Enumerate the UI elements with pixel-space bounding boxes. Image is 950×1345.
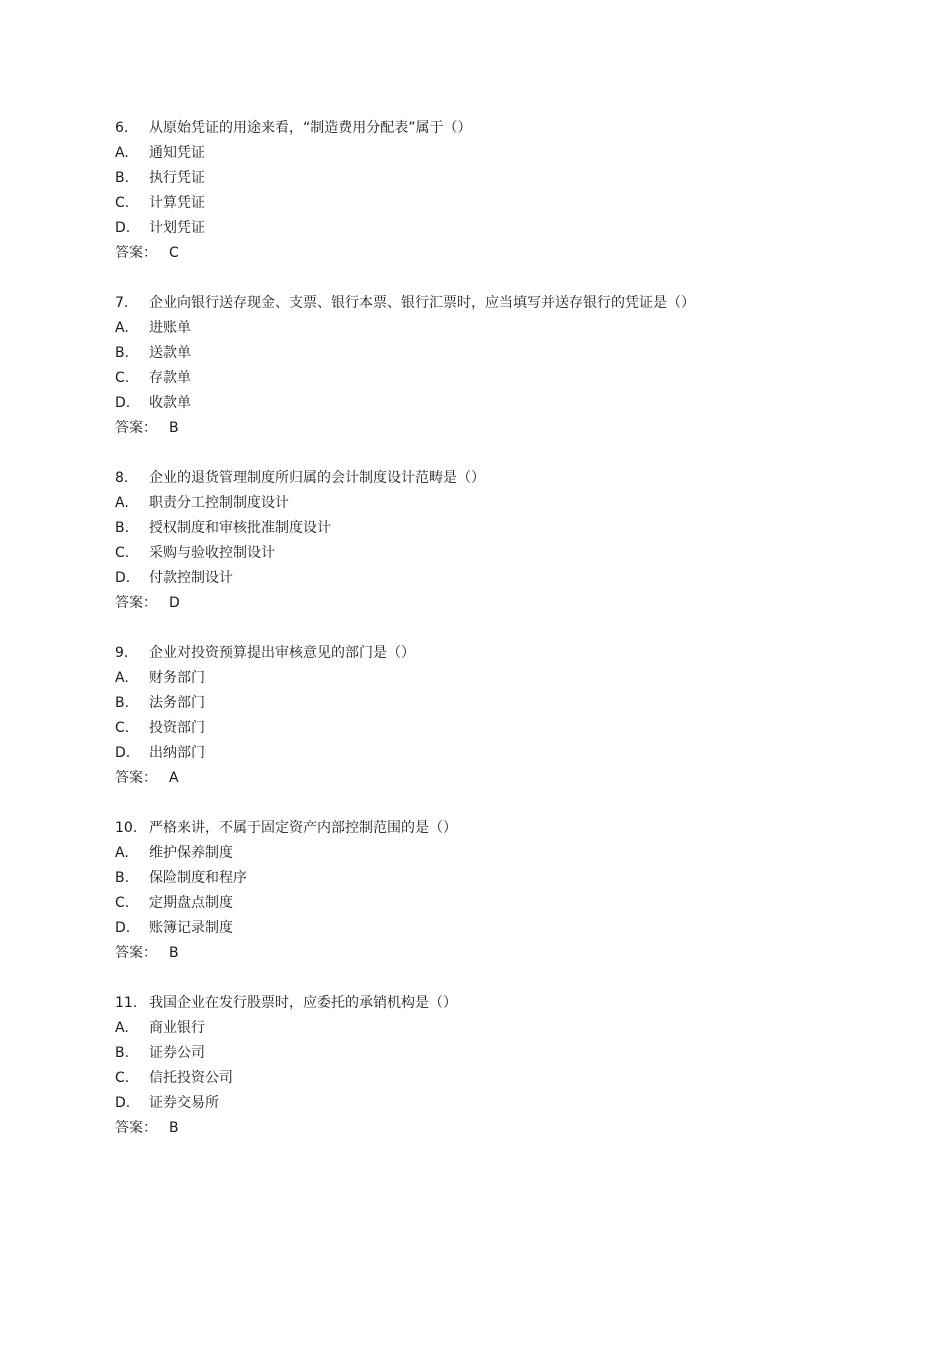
option-letter: C. bbox=[115, 545, 130, 561]
option-a bbox=[115, 666, 895, 691]
option-d bbox=[115, 216, 895, 241]
option-a bbox=[115, 1016, 895, 1041]
option-letter: A. bbox=[115, 145, 129, 161]
option-c bbox=[115, 1066, 895, 1091]
option-letter: B. bbox=[115, 345, 130, 361]
question-10 bbox=[115, 816, 895, 966]
answer-label: 答案： bbox=[115, 420, 157, 436]
option-text: 执行凭证 bbox=[149, 170, 205, 186]
question-text: 企业对投资预算提出审核意见的部门是（） bbox=[149, 645, 415, 661]
option-text: 定期盘点制度 bbox=[149, 895, 233, 911]
question-list bbox=[115, 116, 895, 1166]
answer-label: 答案： bbox=[115, 1120, 157, 1136]
option-text: 法务部门 bbox=[149, 695, 205, 711]
option-letter: D. bbox=[115, 570, 131, 586]
option-b bbox=[115, 341, 895, 366]
answer-line bbox=[115, 766, 895, 791]
option-d bbox=[115, 391, 895, 416]
option-text: 证券交易所 bbox=[149, 1095, 219, 1111]
option-letter: A. bbox=[115, 845, 129, 861]
option-d bbox=[115, 741, 895, 766]
answer-value: B bbox=[169, 945, 179, 961]
option-text: 证券公司 bbox=[149, 1045, 205, 1061]
question-8 bbox=[115, 466, 895, 616]
option-letter: D. bbox=[115, 220, 131, 236]
option-text: 商业银行 bbox=[149, 1020, 205, 1036]
answer-line bbox=[115, 416, 895, 441]
option-letter: D. bbox=[115, 920, 131, 936]
option-d bbox=[115, 916, 895, 941]
option-letter: B. bbox=[115, 870, 130, 886]
option-a bbox=[115, 141, 895, 166]
answer-value: A bbox=[169, 770, 179, 786]
question-text: 严格来讲，不属于固定资产内部控制范围的是（） bbox=[149, 820, 457, 836]
answer-value: C bbox=[169, 245, 179, 261]
option-text: 存款单 bbox=[149, 370, 191, 386]
option-b bbox=[115, 166, 895, 191]
answer-value: B bbox=[169, 1120, 179, 1136]
option-text: 财务部门 bbox=[149, 670, 205, 686]
option-letter: B. bbox=[115, 695, 130, 711]
option-d bbox=[115, 566, 895, 591]
option-a bbox=[115, 316, 895, 341]
question-6 bbox=[115, 116, 895, 266]
question-11 bbox=[115, 991, 895, 1141]
option-d bbox=[115, 1091, 895, 1116]
option-letter: A. bbox=[115, 495, 129, 511]
option-text: 职责分工控制制度设计 bbox=[149, 495, 289, 511]
option-letter: A. bbox=[115, 670, 129, 686]
option-text: 账簿记录制度 bbox=[149, 920, 233, 936]
question-number: 8. bbox=[115, 470, 129, 486]
question-number: 11. bbox=[115, 995, 138, 1011]
question-stem bbox=[115, 116, 895, 141]
option-text: 投资部门 bbox=[149, 720, 205, 736]
option-b bbox=[115, 866, 895, 891]
option-text: 送款单 bbox=[149, 345, 191, 361]
option-a bbox=[115, 841, 895, 866]
option-text: 出纳部门 bbox=[149, 745, 205, 761]
option-letter: C. bbox=[115, 720, 130, 736]
question-stem bbox=[115, 641, 895, 666]
answer-label: 答案： bbox=[115, 945, 157, 961]
option-c bbox=[115, 366, 895, 391]
option-text: 维护保养制度 bbox=[149, 845, 233, 861]
option-letter: C. bbox=[115, 370, 130, 386]
option-text: 付款控制设计 bbox=[149, 570, 233, 586]
question-stem bbox=[115, 816, 895, 841]
option-text: 授权制度和审核批准制度设计 bbox=[149, 520, 331, 536]
option-c bbox=[115, 891, 895, 916]
option-letter: C. bbox=[115, 1070, 130, 1086]
question-text: 企业向银行送存现金、支票、银行本票、银行汇票时，应当填写并送存银行的凭证是（） bbox=[149, 295, 695, 311]
answer-value: B bbox=[169, 420, 179, 436]
option-letter: D. bbox=[115, 745, 131, 761]
question-stem bbox=[115, 991, 895, 1016]
option-c bbox=[115, 541, 895, 566]
answer-line bbox=[115, 591, 895, 616]
answer-label: 答案： bbox=[115, 595, 157, 611]
option-letter: B. bbox=[115, 1045, 130, 1061]
option-letter: A. bbox=[115, 320, 129, 336]
option-text: 进账单 bbox=[149, 320, 191, 336]
option-a bbox=[115, 491, 895, 516]
option-c bbox=[115, 716, 895, 741]
option-text: 收款单 bbox=[149, 395, 191, 411]
option-letter: B. bbox=[115, 520, 130, 536]
answer-value: D bbox=[169, 595, 180, 611]
option-text: 通知凭证 bbox=[149, 145, 205, 161]
question-7 bbox=[115, 291, 895, 441]
option-letter: D. bbox=[115, 1095, 131, 1111]
question-text: 我国企业在发行股票时，应委托的承销机构是（） bbox=[149, 995, 457, 1011]
question-9 bbox=[115, 641, 895, 791]
option-letter: C. bbox=[115, 895, 130, 911]
answer-label: 答案： bbox=[115, 770, 157, 786]
question-text: 企业的退货管理制度所归属的会计制度设计范畴是（） bbox=[149, 470, 485, 486]
answer-line bbox=[115, 1116, 895, 1141]
answer-line bbox=[115, 941, 895, 966]
question-number: 7. bbox=[115, 295, 129, 311]
option-text: 信托投资公司 bbox=[149, 1070, 233, 1086]
answer-line bbox=[115, 241, 895, 266]
option-letter: B. bbox=[115, 170, 130, 186]
option-b bbox=[115, 1041, 895, 1066]
option-letter: C. bbox=[115, 195, 130, 211]
option-text: 保险制度和程序 bbox=[149, 870, 247, 886]
option-b bbox=[115, 691, 895, 716]
question-text: 从原始凭证的用途来看，“制造费用分配表”属于（） bbox=[149, 120, 472, 136]
question-stem bbox=[115, 291, 895, 316]
option-text: 采购与验收控制设计 bbox=[149, 545, 275, 561]
question-number: 9. bbox=[115, 645, 129, 661]
option-text: 计划凭证 bbox=[149, 220, 205, 236]
option-b bbox=[115, 516, 895, 541]
option-c bbox=[115, 191, 895, 216]
question-number: 6. bbox=[115, 120, 129, 136]
answer-label: 答案： bbox=[115, 245, 157, 261]
option-letter: A. bbox=[115, 1020, 129, 1036]
option-text: 计算凭证 bbox=[149, 195, 205, 211]
question-number: 10. bbox=[115, 820, 138, 836]
option-letter: D. bbox=[115, 395, 131, 411]
question-stem bbox=[115, 466, 895, 491]
